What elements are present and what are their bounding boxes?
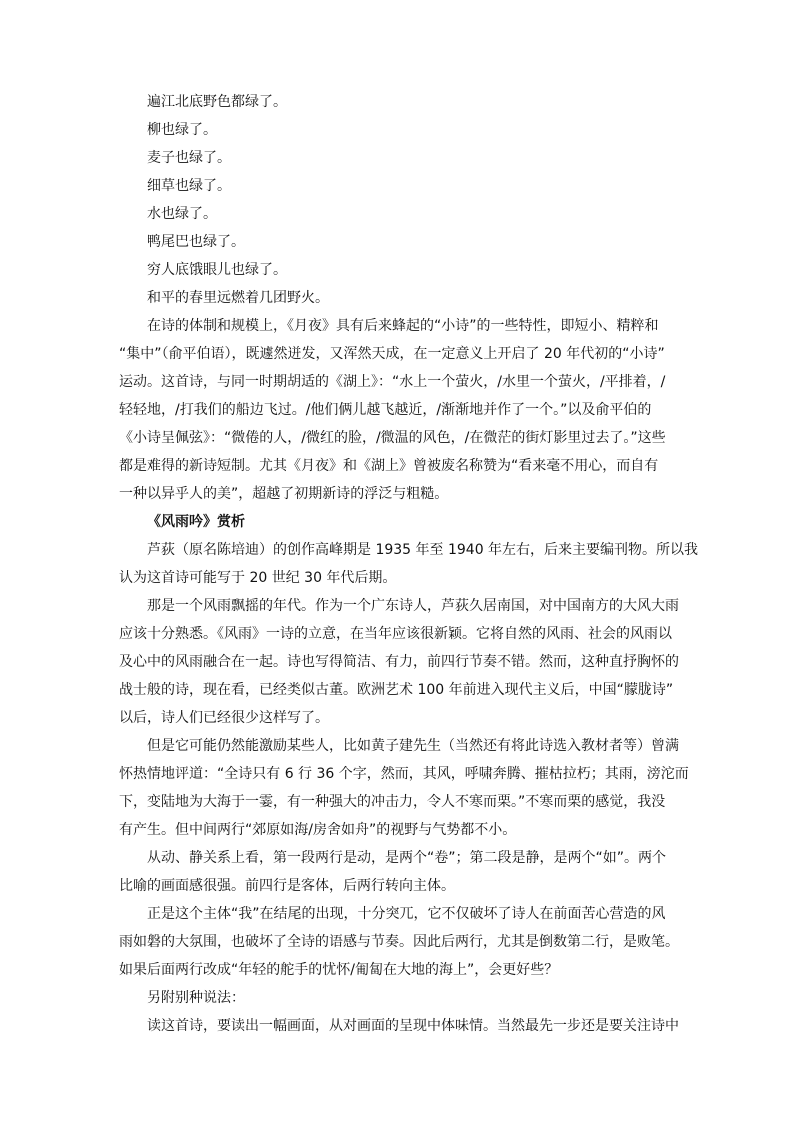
paragraph-line: 怀热情地评道：“全诗只有 6 行 36 个字，然而，其风，呼啸奔腾、摧枯拉朽；其雨，滂沱而 bbox=[119, 766, 689, 782]
paragraph-line: 另附别种说法： bbox=[147, 990, 245, 1006]
poem-line: 穷人底饿眼儿也绿了。 bbox=[147, 262, 287, 278]
paragraph-line: 但是它可能仍然能激励某些人，比如黄子建先生（当然还有将此诗选入教材者等）曾满 bbox=[147, 738, 679, 754]
paragraph-line: 正是这个主体“我”在结尾的出现，十分突兀，它不仅破坏了诗人在前面苦心营造的风 bbox=[147, 906, 666, 922]
paragraph-line: 从动、静关系上看，第一段两行是动，是两个“卷”；第二段是静，是两个“如”。两个 bbox=[147, 850, 667, 866]
poem-line: 水也绿了。 bbox=[147, 206, 217, 222]
paragraph-line: 比喻的画面感很强。前四行是客体，后两行转向主体。 bbox=[119, 878, 455, 894]
paragraph-line: 下，变陆地为大海于一霎，有一种强大的冲击力，令人不寒而栗。”不寒而栗的感觉，我没 bbox=[119, 794, 666, 810]
paragraph-line: 一种以异乎人的美”，超越了初期新诗的浮泛与粗糙。 bbox=[119, 486, 449, 502]
section-heading: 《风雨吟》赏析 bbox=[147, 514, 245, 530]
poem-line: 细草也绿了。 bbox=[147, 178, 231, 194]
document-body bbox=[119, 88, 699, 1040]
poem-line: 和平的春里远燃着几团野火。 bbox=[147, 290, 329, 306]
paragraph-line: 都是难得的新诗短制。尤其《月夜》和《湖上》曾被废名称赞为“看来毫不用心，而自有 bbox=[119, 458, 659, 474]
paragraph-line: 如果后面两行改成“年轻的舵手的忧怀/匍匐在大地的海上”，会更好些？ bbox=[119, 962, 559, 978]
poem-line: 鸭尾巴也绿了。 bbox=[147, 234, 245, 250]
poem-line: 麦子也绿了。 bbox=[147, 150, 231, 166]
paragraph-line: 轻轻地，/打我们的船边飞过。/他们俩儿越飞越近，/渐渐地并作了一个。”以及俞平伯的 bbox=[119, 402, 652, 418]
paragraph-line: 有产生。但中间两行“郊原如海/房舍如舟”的视野与气势都不小。 bbox=[119, 822, 517, 838]
poem-line: 遍江北底野色都绿了。 bbox=[147, 94, 287, 110]
paragraph-line: 应该十分熟悉。《风雨》一诗的立意，在当年应该很新颖。它将自然的风雨、社会的风雨以 bbox=[119, 626, 672, 642]
paragraph-line: 运动。这首诗，与同一时期胡适的《湖上》：“水上一个萤火，/水里一个萤火，/平排着，/ bbox=[119, 374, 666, 390]
paragraph-line: 读这首诗，要读出一幅画面，从对画面的呈现中体味情。当然最先一步还是要关注诗中 bbox=[147, 1018, 679, 1034]
paragraph-line: “集中”（俞平伯语），既遽然迸发，又浑然天成，在一定意义上开启了 20 年代初的“小诗” bbox=[119, 346, 665, 362]
paragraph-line: 及心中的风雨融合在一起。诗也写得简洁、有力，前四行节奏不错。然而，这种直抒胸怀的 bbox=[119, 654, 679, 670]
paragraph-line: 芦荻（原名陈培迪）的创作高峰期是 1935 年至 1940 年左右，后来主要编刊物。所以我 bbox=[147, 542, 699, 558]
paragraph-line: 那是一个风雨飘摇的年代。作为一个广东诗人，芦荻久居南国，对中国南方的大风大雨 bbox=[147, 598, 679, 614]
paragraph-line: 雨如磐的大氛围，也破坏了全诗的语感与节奏。因此后两行，尤其是倒数第二行，是败笔。 bbox=[119, 934, 679, 950]
paragraph-line: 以后，诗人们已经很少这样写了。 bbox=[119, 710, 329, 726]
paragraph-line: 战士般的诗，现在看，已经类似古董。欧洲艺术 100 年前进入现代主义后，中国“朦胧诗” bbox=[119, 682, 674, 698]
poem-line: 柳也绿了。 bbox=[147, 122, 217, 138]
paragraph-line: 在诗的体制和规模上，《月夜》具有后来蜂起的“小诗”的一些特性，即短小、精粹和 bbox=[147, 318, 659, 334]
paragraph-line: 《小诗呈佩弦》：“微倦的人，/微红的脸，/微温的风色，/在微茫的街灯影里过去了。”这些 bbox=[119, 430, 666, 446]
paragraph-line: 认为这首诗可能写于 20 世纪 30 年代后期。 bbox=[119, 570, 397, 586]
